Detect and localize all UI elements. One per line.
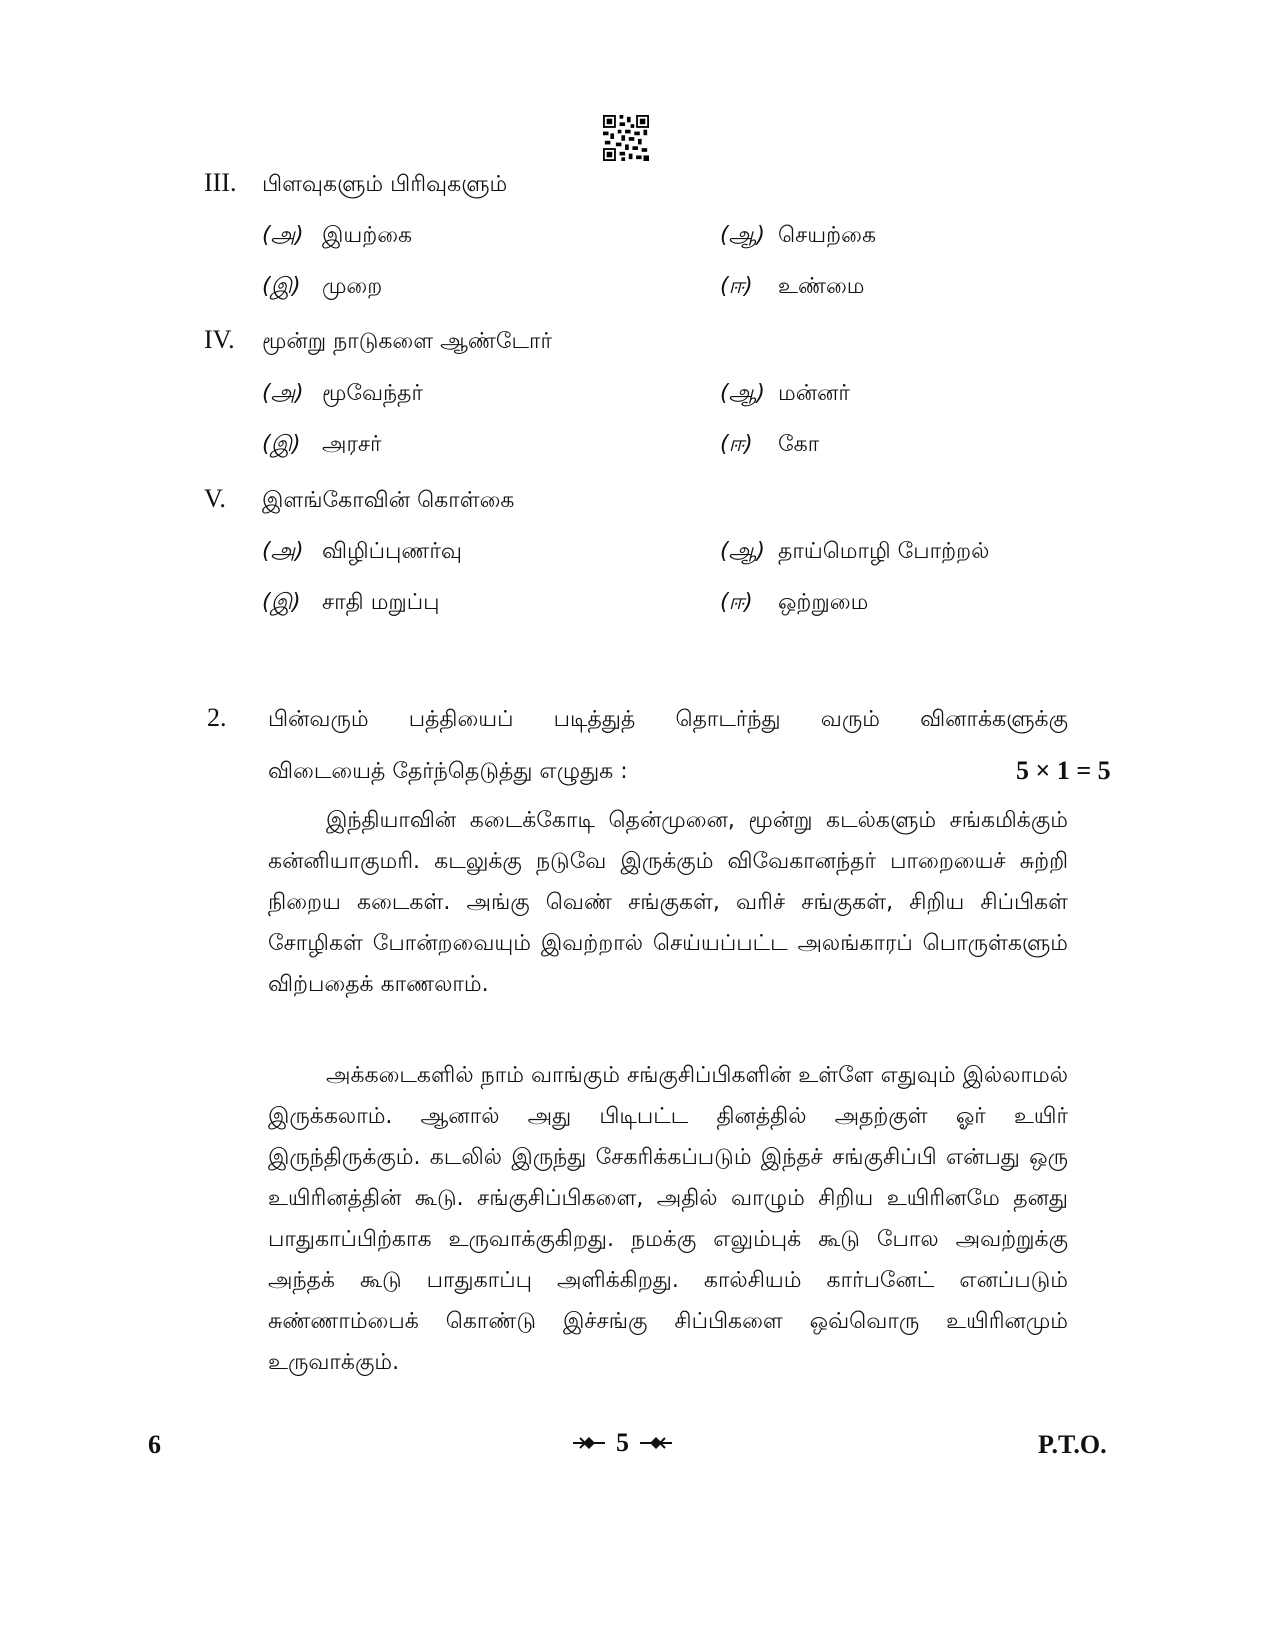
option-label: (அ) [262, 381, 304, 406]
footer-code: 6 [148, 1430, 161, 1459]
pto-label: P.T.O. [1038, 1430, 1107, 1459]
marks-label: 5 × 1 = 5 [1016, 756, 1111, 785]
option-text: முறை [322, 274, 383, 299]
option-text: அரசர் [322, 432, 382, 457]
ornament-icon [572, 1435, 606, 1451]
option-text: கோ [778, 432, 820, 457]
option-label: (அ) [262, 539, 304, 564]
option-text: சாதி மறுப்பு [322, 590, 440, 615]
question-number: III. [204, 168, 237, 197]
passage-paragraph: இந்தியாவின் கடைக்கோடி தென்முனை, மூன்று கடல்களும் சங்கமிக்கும் கன்னியாகுமரி. கடலுக்கு நடுவே இருக்கும் விவேகானந்தர் பாறையைச் சுற்றி நிறைய கடைகள். அங்கு வெண் சங்குகள், வரிச் சங்குகள், சிறிய சிப்பிகள் சோழிகள் போன்றவையும் இவற்றால் செய்யப்பட்ட அலங்காரப் பொருள்களும் விற்பதைக் காணலாம். [268, 808, 1068, 997]
option-label: (ஆ) [720, 381, 765, 406]
question-number: IV. [204, 325, 235, 354]
passage-paragraph: அக்கடைகளில் நாம் வாங்கும் சங்குசிப்பிகளின் உள்ளே எதுவும் இல்லாமல் இருக்கலாம். ஆனால் அது பிடிபட்ட தினத்தில் அதற்குள் ஓர் உயிர் இருந்திருக்கும். கடலில் இருந்து சேகரிக்கப்படும் இந்தச் சங்குசிப்பி என்பது ஒரு உயிரினத்தின் கூடு. சங்குசிப்பிகளை, அதில் வாழும் சிறிய உயிரினமே தனது பாதுகாப்பிற்காக உருவாக்குகிறது. நமக்கு எலும்புக் கூடு போல அவற்றுக்கு அந்தக் கூடு பாதுகாப்பு அளிக்கிறது. கால்சியம் கார்பனேட் எனப்படும் சுண்ணாம்பைக் கொண்டு இச்சங்கு சிப்பிகளை ஒவ்வொரு உயிரினமும் உருவாக்கும். [268, 1063, 1068, 1375]
option-label: (அ) [262, 223, 304, 248]
option-text: தாய்மொழி போற்றல் [778, 539, 990, 564]
option-label: (ஈ) [720, 432, 753, 457]
question-stem: இளங்கோவின் கொள்கை [262, 488, 515, 513]
option-text: விழிப்புணர்வு [322, 539, 462, 564]
option-label: (இ) [262, 590, 301, 615]
question-instruction: விடையைத் தேர்ந்தெடுத்து எழுதுக : [268, 759, 628, 784]
option-label: (இ) [262, 432, 301, 457]
page-number-group [572, 1428, 673, 1458]
option-text: உண்மை [778, 274, 865, 299]
option-label: (இ) [262, 274, 301, 299]
question-number: 2. [207, 703, 227, 732]
page-number: 5 [616, 1428, 629, 1457]
option-text: ஒற்றுமை [778, 590, 869, 615]
question-number: V. [204, 484, 226, 513]
question-stem: மூன்று நாடுகளை ஆண்டோர் [262, 329, 552, 354]
option-text: மன்னர் [778, 381, 850, 406]
option-text: செயற்கை [778, 223, 877, 248]
option-label: (ஆ) [720, 539, 765, 564]
option-label: (ஈ) [720, 590, 753, 615]
question-instruction: பின்வரும் பத்தியைப் படித்துத் தொடர்ந்து வரும் வினாக்களுக்கு [268, 707, 1068, 732]
ornament-icon [639, 1435, 673, 1451]
option-text: மூவேந்தர் [322, 381, 423, 406]
option-label: (ஈ) [720, 274, 753, 299]
qr-code-icon [603, 115, 649, 161]
question-stem: பிளவுகளும் பிரிவுகளும் [262, 172, 508, 197]
option-text: இயற்கை [322, 223, 413, 248]
option-label: (ஆ) [720, 223, 765, 248]
